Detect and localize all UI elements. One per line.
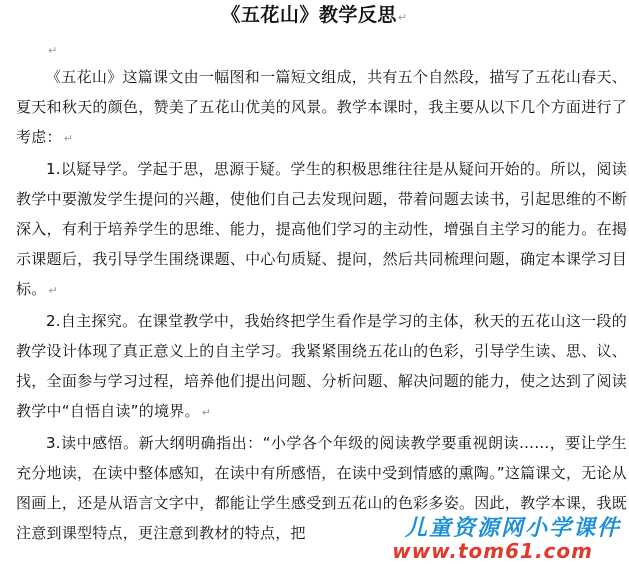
empty-paragraph-mark-icon: ↵ bbox=[48, 44, 58, 57]
paragraph-text: 1.以疑导学。学起于思，思源于疑。学生的积极思维往往是从疑问开始的。所以，阅读教学中要激发学生提问的兴趣，使他们自己去发现问题，带着问题去读书，引起思维的不断深入，有利于培养学生的思维、能力，提高他们学习的主动性，增强自主学习的能力。在揭示课题后，我引导学生围绕课题、中心句质疑、提问，然后共同梳理问题，确定本课学习目标。 bbox=[16, 160, 627, 298]
document-title-text: 《五花山》教学反思 bbox=[221, 4, 397, 26]
site-watermark bbox=[363, 516, 623, 562]
paragraph-mark-icon: ↵ bbox=[48, 284, 58, 297]
watermark-site-name: 儿童资源网小学课件 bbox=[404, 516, 621, 541]
paragraph-text: 2.自主探究。在课堂教学中，我始终把学生看作是学习的主体，秋天的五花山这一段的教学设计体现了真正意义上的自主学习。我紧紧围绕五花山的色彩，引导学生读、思、议、找，全面参与学习过程，培养他们提出问题、分析问题、解决问题的能力，使之达到了阅读教学中“自悟自读”的境界。 bbox=[16, 312, 627, 420]
document-title bbox=[0, 2, 629, 31]
paragraph-mark-icon: ↵ bbox=[63, 132, 74, 145]
paragraph-point-1 bbox=[16, 154, 627, 306]
paragraph-mark-icon: ↵ bbox=[201, 406, 212, 419]
document-body bbox=[16, 62, 627, 548]
paragraph-text: 《五花山》这篇课文由一幅图和一篇短文组成，共有五个自然段，描写了五花山春天、夏天和秋天的颜色，赞美了五花山优美的风景。教学本课时，我主要从以下几个方面进行了考虑： bbox=[16, 68, 627, 146]
paragraph-point-2 bbox=[16, 306, 627, 428]
paragraph-text: 3.读中感悟。新大纲明确指出：“小学各个年级的阅读教学要重视朗读……，要让学生充分地读，在读中整体感知，在读中有所感悟，在读中受到情感的熏陶。”这篇课文，无论从图画上，还是从语言文字中，都能让学生感受到五花山的色彩多姿。因此，教学本课，我既注意到课型特点，更注意到教材的特点，把 bbox=[16, 434, 627, 542]
paragraph-mark-icon: ↵ bbox=[397, 11, 408, 24]
paragraph-intro bbox=[16, 62, 627, 154]
watermark-url: www.tom61.com bbox=[392, 539, 593, 563]
